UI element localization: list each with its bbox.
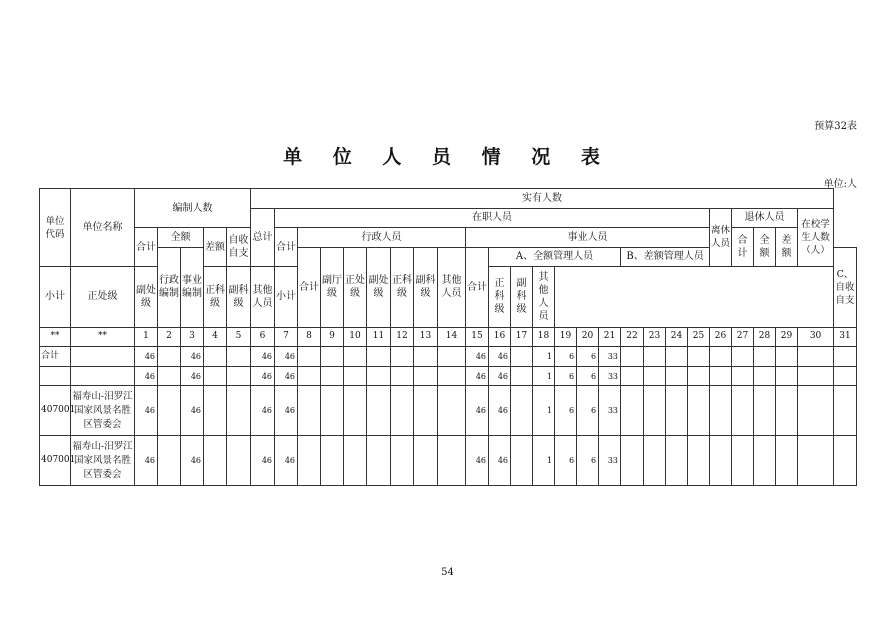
value-cell	[644, 366, 666, 386]
value-cell	[798, 366, 834, 386]
value-cell	[644, 347, 666, 367]
value-cell: 6	[577, 386, 599, 436]
value-cell	[227, 347, 251, 367]
value-cell	[438, 436, 466, 486]
value-cell: 46	[181, 386, 204, 436]
value-cell: 46	[135, 347, 158, 367]
header-zhengchu: 正处级	[344, 247, 367, 327]
index-cell: 15	[466, 327, 489, 347]
value-cell: 46	[489, 366, 511, 386]
unit-name-cell: 福寿山-汨罗江国家风景名胜区管委会	[71, 436, 135, 486]
value-cell	[298, 347, 321, 367]
header-bz-zishou: 自收自支	[227, 228, 251, 267]
value-cell: 1	[533, 366, 555, 386]
unit-code-cell: 407001	[40, 386, 71, 436]
value-cell: 46	[181, 347, 204, 367]
index-cell: 29	[776, 327, 798, 347]
index-cell: 13	[414, 327, 438, 347]
value-cell	[710, 386, 732, 436]
value-cell	[344, 436, 367, 486]
index-cell: 26	[710, 327, 732, 347]
table-row	[40, 436, 857, 486]
value-cell: 33	[599, 366, 621, 386]
value-cell	[732, 366, 754, 386]
value-cell	[414, 347, 438, 367]
value-cell	[621, 436, 644, 486]
header-a-quan-e: A、全额管理人员	[489, 247, 621, 267]
personnel-table	[39, 188, 857, 486]
value-cell	[414, 366, 438, 386]
value-cell	[321, 366, 344, 386]
header-xz-qita: 其他人员	[438, 247, 466, 327]
value-cell	[204, 436, 227, 486]
value-cell	[688, 366, 710, 386]
index-cell: 31	[834, 327, 857, 347]
header-zhengke: 正科级	[391, 247, 414, 327]
value-cell	[344, 347, 367, 367]
index-cell: 30	[798, 327, 834, 347]
index-cell: 21	[599, 327, 621, 347]
value-cell	[666, 436, 688, 486]
header-unit-name: 单位名称	[71, 189, 135, 267]
value-cell	[732, 347, 754, 367]
value-cell	[367, 347, 391, 367]
header-shiye-renyuan: 事业人员	[466, 228, 710, 248]
value-cell	[834, 366, 857, 386]
value-cell: 6	[555, 436, 577, 486]
header-a-xiaoji: 小计	[40, 267, 71, 328]
table-row	[40, 366, 857, 386]
document-title: 单 位 人 员 情 况 表	[283, 146, 612, 168]
value-cell	[732, 436, 754, 486]
page-number: 54	[441, 567, 454, 578]
value-cell	[754, 366, 776, 386]
value-cell: 46	[466, 386, 489, 436]
header-bz-quan-e: 全额	[158, 228, 204, 248]
value-cell: 46	[489, 347, 511, 367]
index-cell: 22	[621, 327, 644, 347]
unit-label: 单位:人	[823, 179, 857, 190]
value-cell: 46	[466, 436, 489, 486]
index-cell: 20	[577, 327, 599, 347]
header-b-cha-e: B、差额管理人员	[621, 247, 710, 267]
header-sy-bianzhi: 事业编制	[181, 247, 204, 327]
value-cell	[776, 366, 798, 386]
table-row	[40, 347, 857, 367]
value-cell: 1	[533, 436, 555, 486]
value-cell: 33	[599, 347, 621, 367]
header-a-zhengke: 正科级	[204, 267, 227, 328]
unit-code-cell: 407001	[40, 436, 71, 486]
table-row	[40, 386, 857, 436]
value-cell	[798, 347, 834, 367]
unit-name-cell	[71, 347, 135, 367]
header-tx-cha-e: 差额	[776, 228, 798, 267]
value-cell	[710, 436, 732, 486]
index-cell: 6	[251, 327, 275, 347]
header-a-zhengchu: 正处级	[71, 267, 135, 328]
index-cell: 3	[181, 327, 204, 347]
value-cell	[621, 366, 644, 386]
index-cell: 10	[344, 327, 367, 347]
value-cell	[298, 436, 321, 486]
value-cell	[688, 347, 710, 367]
value-cell: 1	[533, 386, 555, 436]
header-zongji: 总计	[251, 208, 275, 267]
value-cell	[834, 386, 857, 436]
value-cell: 46	[135, 436, 158, 486]
value-cell	[204, 347, 227, 367]
index-cell: 25	[688, 327, 710, 347]
value-cell	[204, 366, 227, 386]
value-cell	[666, 347, 688, 367]
value-cell	[754, 347, 776, 367]
index-cell: 8	[298, 327, 321, 347]
value-cell: 46	[466, 366, 489, 386]
value-cell	[414, 386, 438, 436]
value-cell	[204, 386, 227, 436]
value-cell	[298, 366, 321, 386]
value-cell	[688, 436, 710, 486]
value-cell: 46	[466, 347, 489, 367]
index-cell: 5	[227, 327, 251, 347]
unit-name-cell	[71, 366, 135, 386]
header-c-zishou: C、自收自支	[834, 247, 857, 327]
header-a-fuke: 副科级	[227, 267, 251, 328]
value-cell: 6	[555, 347, 577, 367]
value-cell	[391, 436, 414, 486]
unit-code-cell	[40, 366, 71, 386]
header-b-fuke: 副科级	[511, 267, 533, 328]
value-cell	[644, 436, 666, 486]
value-cell	[321, 386, 344, 436]
index-cell: 7	[275, 327, 298, 347]
index-star: **	[71, 327, 135, 347]
index-cell: 14	[438, 327, 466, 347]
header-a-fuchu: 副处级	[135, 267, 158, 328]
value-cell: 46	[181, 436, 204, 486]
value-cell: 46	[275, 436, 298, 486]
unit-name-cell: 福寿山-汨罗江国家风景名胜区管委会	[71, 386, 135, 436]
value-cell	[834, 347, 857, 367]
value-cell: 46	[135, 366, 158, 386]
header-zaixiao: 在校学生人数（人）	[798, 208, 834, 267]
value-cell	[321, 347, 344, 367]
header-sy-heji: 合计	[466, 247, 489, 327]
index-cell: 11	[367, 327, 391, 347]
value-cell	[367, 386, 391, 436]
header-b-zhengke: 正科级	[489, 267, 511, 328]
index-cell: 1	[135, 327, 158, 347]
value-cell	[414, 436, 438, 486]
value-cell: 46	[489, 436, 511, 486]
value-cell	[776, 436, 798, 486]
index-cell: 18	[533, 327, 555, 347]
header-unit-code: 单位代码	[40, 189, 71, 267]
value-cell	[158, 436, 181, 486]
index-cell: 19	[555, 327, 577, 347]
index-cell: 17	[511, 327, 533, 347]
value-cell: 46	[275, 366, 298, 386]
index-cell: 4	[204, 327, 227, 347]
value-cell: 6	[555, 366, 577, 386]
header-shiyou: 实有人数	[251, 189, 834, 209]
value-cell: 46	[275, 347, 298, 367]
header-zaizhi: 在职人员	[275, 208, 710, 228]
value-cell: 46	[135, 386, 158, 436]
document-code: 预算32表	[814, 121, 857, 132]
header-zz-heji: 合计	[275, 228, 298, 267]
value-cell	[344, 366, 367, 386]
header-a-qita: 其他人员	[251, 267, 275, 328]
value-cell	[621, 347, 644, 367]
value-cell	[158, 386, 181, 436]
value-cell	[710, 347, 732, 367]
value-cell	[511, 347, 533, 367]
header-bz-heji: 合计	[135, 228, 158, 267]
index-star: **	[40, 327, 71, 347]
value-cell: 46	[251, 347, 275, 367]
index-cell: 9	[321, 327, 344, 347]
value-cell	[511, 436, 533, 486]
value-cell	[644, 386, 666, 436]
value-cell	[834, 436, 857, 486]
value-cell	[367, 436, 391, 486]
value-cell	[754, 386, 776, 436]
header-fuchu: 副处级	[367, 247, 391, 327]
value-cell	[776, 386, 798, 436]
header-xz-heji: 合计	[298, 247, 321, 327]
value-cell: 46	[251, 366, 275, 386]
value-cell: 6	[577, 366, 599, 386]
value-cell	[227, 366, 251, 386]
value-cell	[798, 386, 834, 436]
header-xz-bianzhi: 行政编制	[158, 247, 181, 327]
value-cell	[776, 347, 798, 367]
value-cell	[710, 366, 732, 386]
index-cell: 2	[158, 327, 181, 347]
index-cell: 28	[754, 327, 776, 347]
value-cell: 33	[599, 436, 621, 486]
value-cell: 46	[181, 366, 204, 386]
value-cell	[511, 386, 533, 436]
value-cell	[158, 366, 181, 386]
value-cell	[666, 386, 688, 436]
index-cell: 16	[489, 327, 511, 347]
header-bianzhi: 编制人数	[135, 189, 251, 228]
value-cell	[367, 366, 391, 386]
value-cell	[754, 436, 776, 486]
index-cell: 24	[666, 327, 688, 347]
header-tuixiu: 退休人员	[732, 208, 798, 228]
value-cell	[438, 347, 466, 367]
value-cell	[621, 386, 644, 436]
value-cell	[321, 436, 344, 486]
value-cell	[798, 436, 834, 486]
value-cell: 46	[251, 436, 275, 486]
value-cell	[344, 386, 367, 436]
index-cell: 12	[391, 327, 414, 347]
value-cell: 33	[599, 386, 621, 436]
value-cell: 6	[577, 347, 599, 367]
header-fuke: 副科级	[414, 247, 438, 327]
value-cell	[391, 386, 414, 436]
index-cell: 23	[644, 327, 666, 347]
value-cell	[688, 386, 710, 436]
value-cell: 6	[555, 386, 577, 436]
header-b-qita: 其他人员	[533, 267, 555, 328]
header-lixiu: 离休人员	[710, 208, 732, 267]
value-cell	[438, 386, 466, 436]
value-cell	[298, 386, 321, 436]
value-cell	[511, 366, 533, 386]
header-tx-heji: 合计	[732, 228, 754, 267]
value-cell	[227, 436, 251, 486]
unit-code-cell: 合计	[40, 347, 71, 367]
header-b-xiaoji: 小计	[275, 267, 298, 328]
header-xingzheng-renyuan: 行政人员	[298, 228, 466, 248]
header-bz-cha-e: 差额	[204, 228, 227, 267]
index-cell: 27	[732, 327, 754, 347]
value-cell: 46	[489, 386, 511, 436]
value-cell: 1	[533, 347, 555, 367]
value-cell: 46	[251, 386, 275, 436]
value-cell	[732, 386, 754, 436]
value-cell	[438, 366, 466, 386]
value-cell	[666, 366, 688, 386]
index-row	[40, 327, 857, 347]
value-cell	[158, 347, 181, 367]
value-cell	[227, 386, 251, 436]
header-tx-quan-e: 全额	[754, 228, 776, 267]
value-cell	[391, 366, 414, 386]
value-cell: 6	[577, 436, 599, 486]
value-cell: 46	[275, 386, 298, 436]
value-cell	[391, 347, 414, 367]
header-futing: 副厅级	[321, 247, 344, 327]
